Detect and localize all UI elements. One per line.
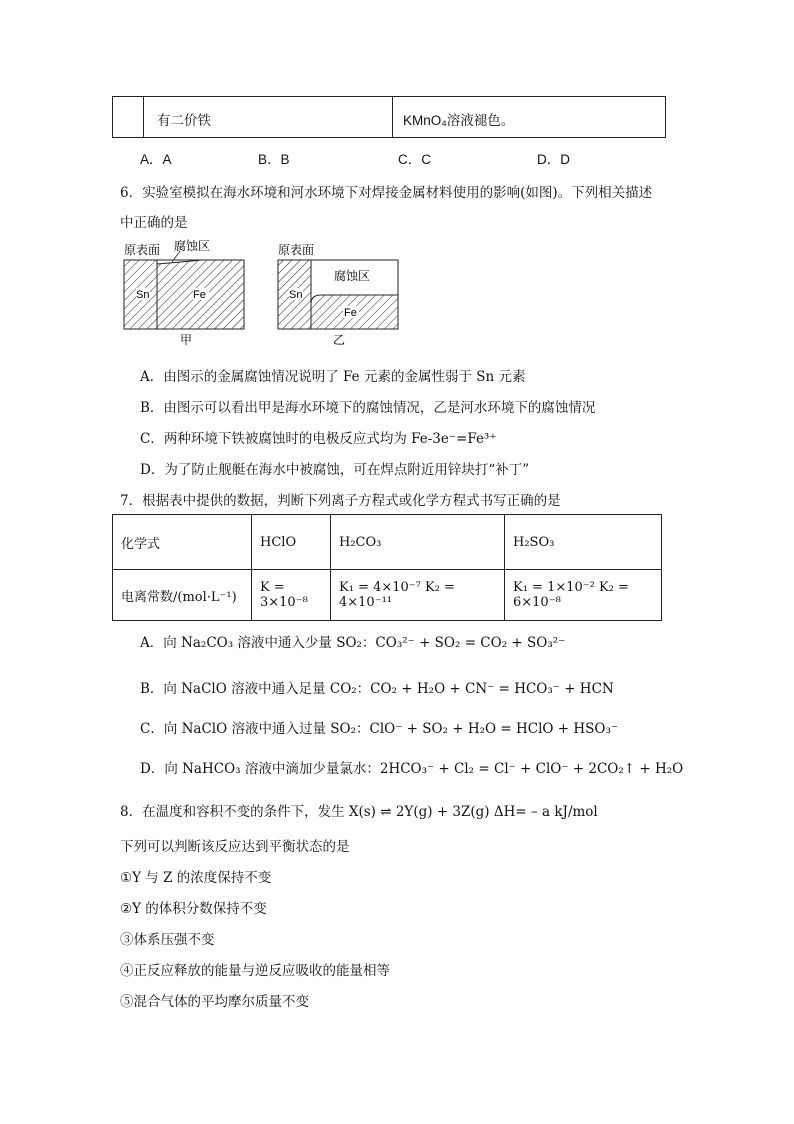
header-hclo: HClO (252, 515, 331, 570)
hclo-constant: K = 3×10⁻⁸ (252, 570, 331, 621)
row-label: 电离常数/(mol·L⁻¹) (113, 570, 252, 621)
q8-item-5: ⑤混合气体的平均摩尔质量不变 (120, 994, 309, 1010)
q8-item-4: ④正反应释放的能量与逆反应吸收的能量相等 (120, 963, 390, 979)
table-data-row (113, 570, 662, 621)
yi-fe-label: Fe (344, 307, 357, 319)
jia-fe-label: Fe (193, 289, 206, 301)
header-h2so3: H₂SO₃ (505, 515, 662, 570)
h2co3-constant: K₁ = 4×10⁻⁷ K₂ = 4×10⁻¹¹ (331, 570, 505, 621)
top-table-empty-cell (113, 97, 144, 137)
jia-caption: 甲 (180, 333, 193, 347)
yi-sn-label: Sn (289, 289, 303, 301)
q5-option-c[interactable]: C．C (398, 152, 431, 167)
q7-option-b[interactable]: B．向 NaClO 溶液中通入足量 CO₂：CO₂ + H₂O + CN⁻ = HCO₃⁻ + HCN (140, 681, 614, 697)
q7-option-a[interactable]: A．向 Na₂CO₃ 溶液中通入少量 SO₂：CO₃²⁻ + SO₂ = CO₂ + SO₃²⁻ (140, 635, 566, 651)
table-header-row (113, 515, 662, 570)
jia-corrosion-label: 腐蚀区 (174, 239, 211, 253)
h2so3-constant: K₁ = 1×10⁻² K₂ = 6×10⁻⁸ (505, 570, 662, 621)
q6-option-a[interactable]: A．由图示的金属腐蚀情况说明了 Fe 元素的金属性弱于 Sn 元素 (140, 369, 526, 385)
figure-yi (278, 243, 398, 347)
q8-stem: 8．在温度和容积不变的条件下，发生 X(s) ⇌ 2Y(g) + 3Z(g) ΔH= – a kJ/mol (120, 804, 598, 820)
q6-stem-line2: 中正确的是 (120, 215, 188, 231)
yi-caption: 乙 (333, 333, 346, 347)
corrosion-figure (110, 238, 410, 350)
q7-stem: 7．根据表中提供的数据，判断下列离子方程式或化学方程式书写正确的是 (120, 493, 561, 509)
top-table-row-label: 有二价铁 (157, 113, 211, 129)
q8-prompt: 下列可以判断该反应达到平衡状态的是 (120, 839, 350, 855)
q7-option-d[interactable]: D．向 NaHCO₃ 溶液中滴加少量氯水：2HCO₃⁻ + Cl₂ = Cl⁻ + ClO⁻ + 2CO₂↑ + H₂O (140, 761, 684, 777)
header-h2co3: H₂CO₃ (331, 515, 505, 570)
top-table-row-result: KMnO₄溶液褪色。 (403, 113, 515, 128)
yi-surface-label: 原表面 (278, 243, 315, 257)
q5-option-d[interactable]: D．D (537, 152, 570, 167)
q8-item-1: ①Y 与 Z 的浓度保持不变 (120, 870, 272, 886)
q6-stem-line1: 6．实验室模拟在海水环境和河水环境下对焊接金属材料使用的影响(如图)。下列相关描述 (120, 185, 653, 201)
header-formula: 化学式 (113, 515, 252, 570)
q6-option-c[interactable]: C．两种环境下铁被腐蚀时的电极反应式均为 Fe-3e⁻=Fe³⁺ (140, 431, 497, 447)
ionization-constant-table (112, 514, 662, 621)
top-table-fragment (112, 96, 666, 138)
q8-item-3: ③体系压强不变 (120, 932, 215, 948)
q6-option-b[interactable]: B．由图示可以看出甲是海水环境下的腐蚀情况，乙是河水环境下的腐蚀情况 (140, 400, 596, 416)
q6-option-d[interactable]: D．为了防止舰艇在海水中被腐蚀，可在焊点附近用锌块打“补丁” (140, 462, 530, 478)
jia-surface-label: 原表面 (124, 243, 161, 257)
q8-item-2: ②Y 的体积分数保持不变 (120, 901, 267, 917)
yi-corrosion-label: 腐蚀区 (334, 269, 371, 283)
q5-option-b[interactable]: B．B (258, 152, 290, 167)
q5-option-a[interactable]: A．A (140, 152, 172, 167)
q7-option-c[interactable]: C．向 NaClO 溶液中通入过量 SO₂：ClO⁻ + SO₂ + H₂O = HClO + HSO₃⁻ (140, 721, 619, 737)
figure-jia (124, 238, 244, 347)
jia-sn-label: Sn (136, 289, 150, 301)
